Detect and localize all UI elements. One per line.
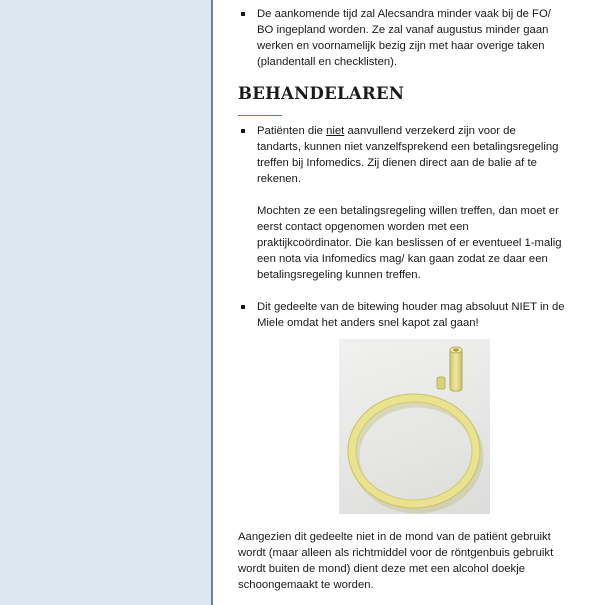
- document-content: [238, 0, 593, 591]
- bullet-line: praktijkcoördinator. Die kan beslissen of er eventueel 1-malig: [257, 237, 562, 249]
- bullet-line: Miele omdat het anders snel kapot zal gaan!: [257, 317, 479, 329]
- bullet-line: BO ingepland worden. Ze zal vanaf augustus minder gaan: [257, 24, 549, 36]
- bullet-line: De aankomende tijd zal Alecsandra minder vaak bij de FO/: [257, 8, 551, 20]
- bitewing-ring-image: [339, 339, 490, 514]
- bullet-line: rekenen.: [257, 173, 301, 185]
- bullet-marker: [241, 305, 245, 309]
- bullet-line: werken en voornamelijk bezig zijn met haar overige taken: [257, 40, 545, 52]
- bitewing-holder-photo: [339, 339, 490, 514]
- heading-underline: [238, 115, 282, 116]
- paragraph-line: wordt buiten de mond) dient deze met een alcohol doekje: [238, 563, 526, 575]
- paragraph-line: schoongemaakt te worden.: [238, 579, 374, 591]
- document-page: [213, 0, 605, 605]
- bullet-marker: [241, 12, 245, 16]
- bullet-line: treffen bij Infomedics. Zij dienen direct aan de balie af te: [257, 157, 537, 169]
- paragraph-line: wordt (maar alleen als richtmiddel voor de röntgenbuis gebruikt: [238, 547, 554, 559]
- section-heading: BEHANDELAREN: [238, 84, 405, 103]
- paragraph-line: Aangezien dit gedeelte niet in de mond van de patiënt gebruikt: [238, 531, 551, 543]
- bullet-betalingsregeling: [238, 123, 593, 283]
- bullet-line: [257, 123, 593, 139]
- bullet-line: Dit gedeelte van de bitewing houder mag absoluut NIET in de: [257, 301, 565, 313]
- closing-paragraph: [238, 529, 593, 593]
- bullet-marker: [241, 129, 245, 133]
- bullet-line: Mochten ze een betalingsregeling willen treffen, dan moet er: [257, 205, 559, 217]
- bullet-bitewing: [238, 299, 593, 331]
- underlined-word: niet: [326, 125, 345, 137]
- text-run: Patiënten die: [257, 125, 327, 137]
- navigation-pane: [0, 0, 211, 605]
- bullet-line: een nota via Infomedics mag/ kan gaan zodat ze daar een: [257, 253, 548, 265]
- bullet-line: (plandentall en checklisten).: [257, 56, 398, 68]
- text-run: aanvullend verzekerd zijn voor de: [344, 125, 516, 137]
- bullet-line: eerst contact opgenomen worden met een: [257, 221, 469, 233]
- bullet-line: betalingsregeling kunnen treffen.: [257, 269, 421, 281]
- bullet-alecsandra: [238, 6, 593, 70]
- bullet-line: tandarts, kunnen niet vanzelfsprekend een betalingsregeling: [257, 141, 559, 153]
